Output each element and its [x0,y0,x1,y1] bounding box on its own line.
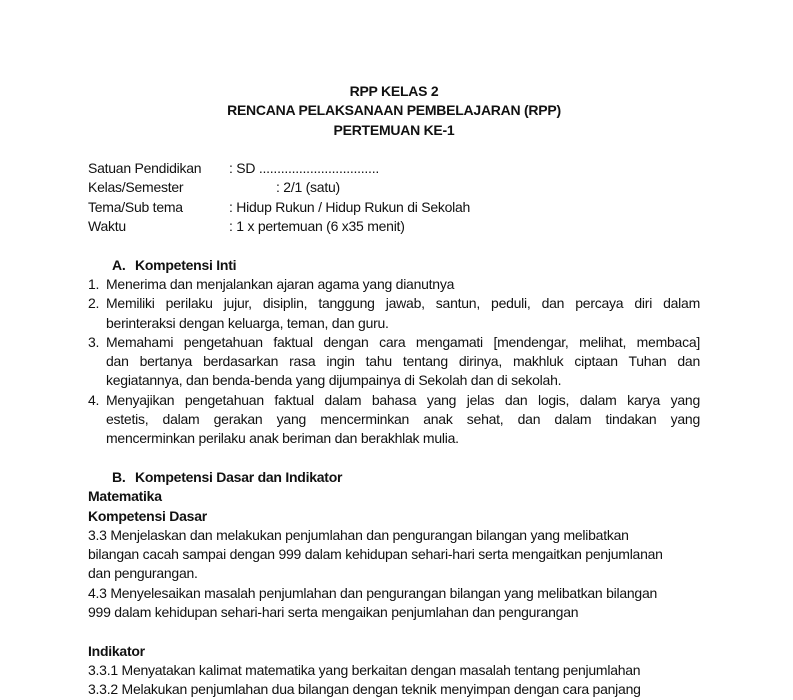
info-row [88,217,700,236]
info-value: : 2/1 (satu) [276,179,340,196]
info-row [88,178,700,197]
list-number: 3. [88,333,100,350]
list-item-line [88,410,700,429]
kd-text [88,526,700,622]
list-item-line [88,352,700,371]
list-text: kegiatannya, dan benda-benda yang dijumpainya di Sekolah dan di sekolah. [106,372,562,389]
info-row [88,198,700,217]
doc-meeting: PERTEMUAN KE-1 [333,121,455,138]
list-text: Memiliki perilaku jujur, disiplin, tanggung jawab, santun, peduli, dan percaya diri dalam [106,295,700,312]
section-title: Kompetensi Dasar dan Indikator [135,468,343,485]
section-a-heading [88,256,700,275]
list-item-line [88,429,700,448]
list-text: mencerminkan perilaku anak beriman dan berakhlak mulia. [106,430,459,447]
kd-heading: Kompetensi Dasar [88,507,207,524]
text-line: dan pengurangan. [88,565,198,582]
list-text: berinteraksi dengan keluarga, teman, dan guru. [106,314,389,331]
list-item-line [88,333,700,352]
list-item-line [88,275,700,294]
doc-subtitle: RENCANA PELAKSANAAN PEMBELAJARAN (RPP) [227,102,561,119]
indikator-heading: Indikator [88,642,145,659]
list-item-line [88,294,700,313]
text-line: 3.3.1 Menyatakan kalimat matematika yang berkaitan dengan masalah tentang penjumlahan [88,661,641,678]
info-label: Kelas/Semester [88,179,184,196]
kompetensi-inti-list [88,275,700,449]
list-item-line [88,314,700,333]
info-value: : Hidup Rukun / Hidup Rukun di Sekolah [229,198,471,215]
info-label: Waktu [88,218,126,235]
list-item-line [88,391,700,410]
list-number: 2. [88,295,100,312]
info-value: : 1 x pertemuan (6 x35 menit) [229,218,405,235]
info-label: Tema/Sub tema [88,198,183,215]
indikator-text [88,661,700,700]
text-line: 3.3 Menjelaskan dan melakukan penjumlahan dan pengurangan bilangan yang melibatkan [88,526,629,543]
list-text: dan bertanya berdasarkan rasa ingin tahu tentang dirinya, makhluk ciptaan Tuhan dan [106,353,700,370]
document-page [88,82,700,700]
list-text: Menyajikan pengetahuan faktual dalam bahasa yang jelas dan logis, dalam karya yang [106,391,700,408]
list-text: estetis, dalam gerakan yang mencerminkan anak sehat, dan dalam tindakan yang [106,411,700,428]
section-marker: A. [112,256,126,273]
info-label: Satuan Pendidikan [88,160,202,177]
list-text: Memahami pengetahuan faktual dengan cara mengamati [mendengar, melihat, membaca] [106,333,700,350]
section-title: Kompetensi Inti [135,256,237,273]
subject-heading: Matematika [88,488,162,505]
list-number: 4. [88,391,100,408]
section-b-heading [88,468,700,487]
list-item-line [88,371,700,390]
list-number: 1. [88,275,100,292]
text-line: 999 dalam kehidupan sehari-hari serta mengaikan penjumlahan dan pengurangan [88,604,579,621]
section-marker: B. [112,468,126,485]
text-line: bilangan cacah sampai dengan 999 dalam kehidupan sehari-hari serta mengaitkan penjumlanan [88,546,663,563]
list-text: Menerima dan menjalankan ajaran agama yang dianutnya [106,275,455,292]
doc-title: RPP KELAS 2 [349,83,439,99]
info-value: : SD ................................. [229,160,379,177]
text-line: 4.3 Menyelesaikan masalah penjumlahan dan pengurangan bilangan yang melibatkan bilangan [88,584,658,601]
text-line: 3.3.2 Melakukan penjumlahan dua bilangan dengan teknik menyimpan dengan cara panjang [88,681,641,698]
info-row [88,159,700,178]
